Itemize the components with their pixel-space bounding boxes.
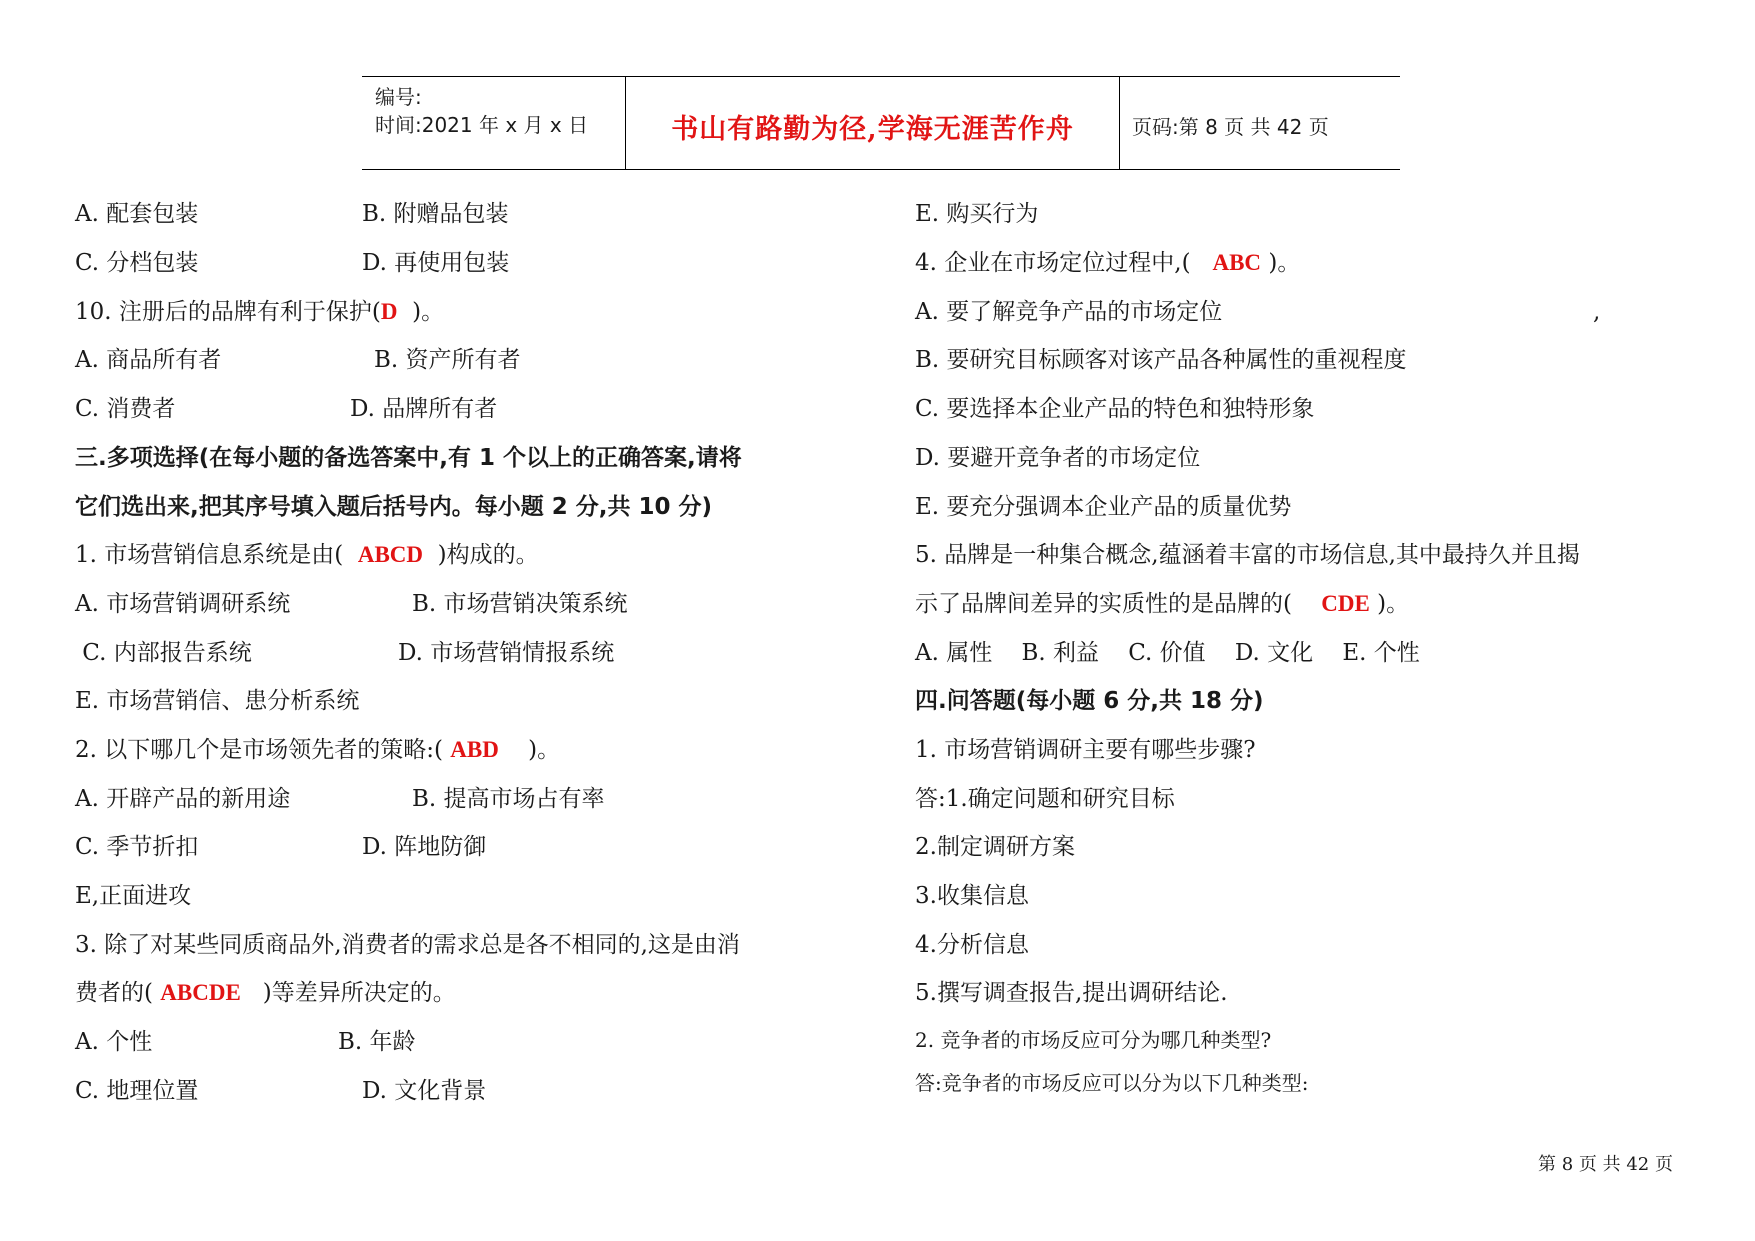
text-line: C. 内部报告系统 bbox=[75, 640, 252, 666]
page-info: 页码:第 8 页 共 42 页 bbox=[1132, 115, 1329, 139]
text-line: B. 市场营销决策系统 bbox=[412, 591, 628, 617]
header-meta-cell bbox=[362, 77, 626, 169]
answer: ABCDE bbox=[160, 980, 241, 1005]
question-line: 2. 以下哪几个是市场领先者的策略:( ABD )。 bbox=[75, 737, 561, 763]
text-line: C. 要选择本企业产品的特色和独特形象 bbox=[915, 396, 1315, 422]
text-line: 5. 品牌是一种集合概念,蕴涵着丰富的市场信息,其中最持久并且揭 bbox=[915, 542, 1580, 568]
text-line: 5.撰写调查报告,提出调研结论. bbox=[915, 980, 1228, 1006]
time-label: 时间:2021 年 x 月 x 日 bbox=[375, 113, 589, 137]
text-line: C. 地理位置 bbox=[75, 1078, 199, 1104]
text-line: A. 市场营销调研系统 bbox=[75, 591, 291, 617]
text-line: 2. 竞争者的市场反应可分为哪几种类型? bbox=[915, 1028, 1272, 1052]
text-line: 4.分析信息 bbox=[915, 932, 1029, 958]
question-line: 费者的( ABCDE )等差异所决定的。 bbox=[75, 980, 456, 1006]
question-line: 示了品牌间差异的实质性的是品牌的( CDE )。 bbox=[915, 591, 1410, 617]
page-header bbox=[362, 76, 1400, 170]
text-line: B. 要研究目标顾客对该产品各种属性的重视程度 bbox=[915, 347, 1407, 373]
answer: ABC bbox=[1212, 250, 1262, 275]
text-line: C. 季节折扣 bbox=[75, 834, 199, 860]
text-line: 3. 除了对某些同质商品外,消费者的需求总是各不相同的,这是由消 bbox=[75, 932, 740, 958]
section-heading: 它们选出来,把其序号填入题后括号内。每小题 2 分,共 10 分) bbox=[75, 494, 713, 520]
text-line: D. 品牌所有者 bbox=[350, 396, 498, 422]
text-line: A. 商品所有者 bbox=[75, 347, 222, 373]
motto: 书山有路勤为径,学海无涯苦作舟 bbox=[671, 114, 1074, 145]
text-line: A. 个性 bbox=[75, 1029, 153, 1055]
text-line: , bbox=[1593, 299, 1601, 325]
text-line: E. 要充分强调本企业产品的质量优势 bbox=[915, 494, 1292, 520]
text-line: C. 分档包装 bbox=[75, 250, 199, 276]
text-line: A. 配套包装 bbox=[75, 201, 199, 227]
text-line: A. 要了解竞争产品的市场定位 bbox=[915, 299, 1223, 325]
text-line: E,正面进攻 bbox=[75, 883, 192, 909]
text-line: D. 阵地防御 bbox=[362, 834, 487, 860]
serial-label: 编号: bbox=[375, 85, 422, 109]
text-line: E. 购买行为 bbox=[915, 201, 1039, 227]
text-line: 3.收集信息 bbox=[915, 883, 1029, 909]
header-motto-cell bbox=[626, 77, 1120, 169]
text-line: B. 资产所有者 bbox=[374, 347, 521, 373]
page-footer: 第 8 页 共 42 页 bbox=[1538, 1154, 1673, 1175]
text-line: 答:竞争者的市场反应可以分为以下几种类型: bbox=[915, 1071, 1309, 1095]
text-line: 1. 市场营销调研主要有哪些步骤? bbox=[915, 737, 1256, 763]
text-line: E. 市场营销信、患分析系统 bbox=[75, 688, 360, 714]
answer: D bbox=[380, 299, 398, 324]
text-line: D. 文化背景 bbox=[362, 1078, 487, 1104]
question-line: 4. 企业在市场定位过程中,( ABC )。 bbox=[915, 250, 1301, 276]
text-line: A. 属性 B. 利益 C. 价值 D. 文化 E. 个性 bbox=[915, 640, 1420, 666]
text-line: 答:1.确定问题和研究目标 bbox=[915, 786, 1175, 812]
answer: ABD bbox=[450, 737, 499, 762]
answer: CDE bbox=[1321, 591, 1370, 616]
text-line: B. 提高市场占有率 bbox=[412, 786, 605, 812]
question-line: 10. 注册后的品牌有利于保护(D )。 bbox=[75, 299, 445, 325]
text-line: D. 要避开竞争者的市场定位 bbox=[915, 445, 1201, 471]
text-line: B. 附赠品包装 bbox=[362, 201, 509, 227]
section-heading: 三.多项选择(在每小题的备选答案中,有 1 个以上的正确答案,请将 bbox=[75, 445, 742, 471]
text-line: D. 市场营销情报系统 bbox=[398, 640, 615, 666]
question-line: 1. 市场营销信息系统是由( ABCD )构成的。 bbox=[75, 542, 539, 568]
text-line: D. 再使用包装 bbox=[362, 250, 510, 276]
text-line: B. 年龄 bbox=[338, 1029, 416, 1055]
text-line: 2.制定调研方案 bbox=[915, 834, 1075, 860]
header-page-cell bbox=[1120, 77, 1400, 169]
section-heading: 四.问答题(每小题 6 分,共 18 分) bbox=[915, 688, 1264, 714]
answer: ABCD bbox=[357, 542, 424, 567]
text-line: A. 开辟产品的新用途 bbox=[75, 786, 291, 812]
text-line: C. 消费者 bbox=[75, 396, 176, 422]
